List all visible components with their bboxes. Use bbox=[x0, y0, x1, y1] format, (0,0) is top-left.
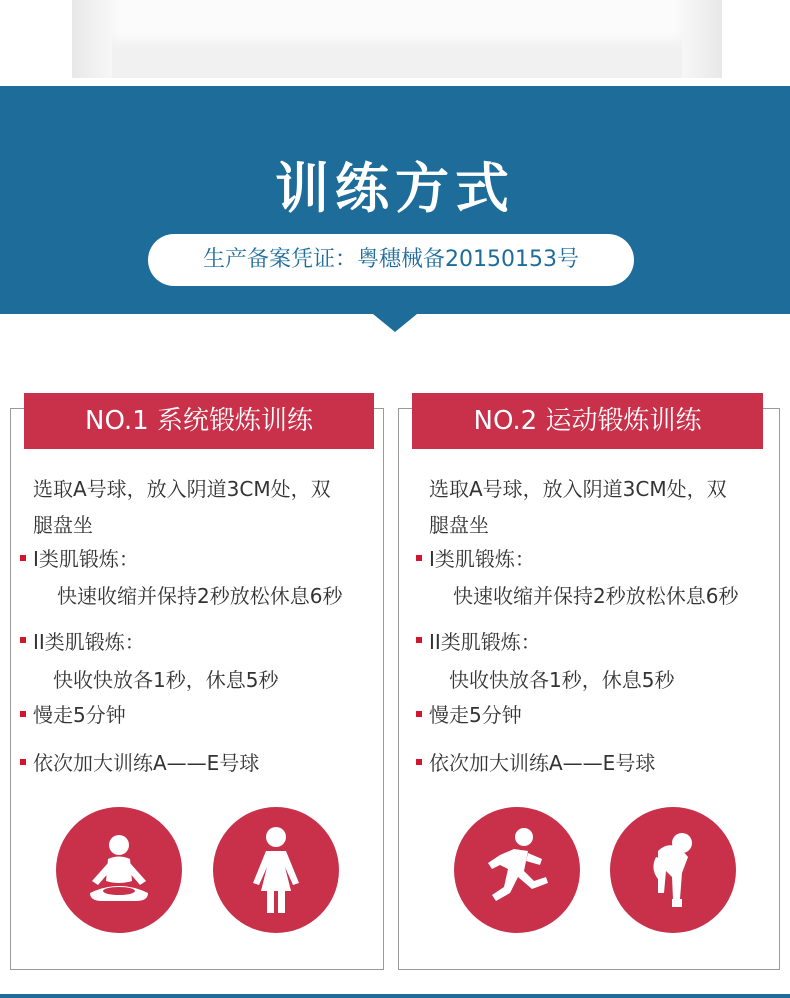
card-intro-line-2: 腿盘坐 bbox=[429, 513, 489, 537]
bottom-divider bbox=[0, 994, 790, 998]
running-person-icon bbox=[454, 807, 580, 933]
training-card-2 bbox=[398, 408, 780, 970]
item-detail: 快速收缩并保持2秒放松休息6秒 bbox=[57, 584, 343, 608]
item-label: 依次加大训练A——E号球 bbox=[429, 751, 656, 775]
card-title: NO.1 系统锻炼训练 bbox=[24, 393, 374, 449]
item-detail: 快收快放各1秒，休息5秒 bbox=[53, 668, 279, 692]
training-card-1 bbox=[10, 408, 384, 970]
top-product-frame bbox=[72, 0, 722, 78]
bullet-icon bbox=[416, 711, 422, 717]
training-banner bbox=[0, 86, 790, 314]
meditation-pose-icon bbox=[56, 807, 182, 933]
card-intro-line-1: 选取A号球，放入阴道3CM处，双 bbox=[429, 477, 727, 501]
standing-woman-icon bbox=[213, 807, 339, 933]
item-label: Ⅰ类肌锻炼： bbox=[33, 547, 139, 571]
bullet-icon bbox=[416, 637, 422, 643]
card-intro-line-2: 腿盘坐 bbox=[33, 513, 93, 537]
frame-edge-right bbox=[682, 0, 722, 78]
frame-inner bbox=[112, 0, 682, 48]
bullet-icon bbox=[416, 759, 422, 765]
banner-pointer bbox=[373, 314, 417, 332]
bullet-icon bbox=[20, 637, 26, 643]
item-detail: 快收快放各1秒，休息5秒 bbox=[449, 668, 675, 692]
bullet-icon bbox=[20, 555, 26, 561]
bent-over-person-icon bbox=[610, 807, 736, 933]
bullet-icon bbox=[20, 759, 26, 765]
item-detail: 快速收缩并保持2秒放松休息6秒 bbox=[453, 584, 739, 608]
item-label: 依次加大训练A——E号球 bbox=[33, 751, 260, 775]
item-label: II类肌锻炼： bbox=[33, 630, 145, 654]
banner-title: 训练方式 bbox=[275, 157, 515, 220]
card-intro-line-1: 选取A号球，放入阴道3CM处，双 bbox=[33, 477, 331, 501]
item-label: 慢走5分钟 bbox=[33, 703, 126, 727]
bullet-icon bbox=[20, 711, 26, 717]
registration-pill: 生产备案凭证：粤穗械备20150153号 bbox=[148, 234, 634, 286]
item-label: II类肌锻炼： bbox=[429, 630, 541, 654]
card-title: NO.2 运动锻炼训练 bbox=[412, 393, 763, 449]
item-label: Ⅰ类肌锻炼： bbox=[429, 547, 535, 571]
frame-edge-left bbox=[72, 0, 112, 78]
item-label: 慢走5分钟 bbox=[429, 703, 522, 727]
bullet-icon bbox=[416, 555, 422, 561]
